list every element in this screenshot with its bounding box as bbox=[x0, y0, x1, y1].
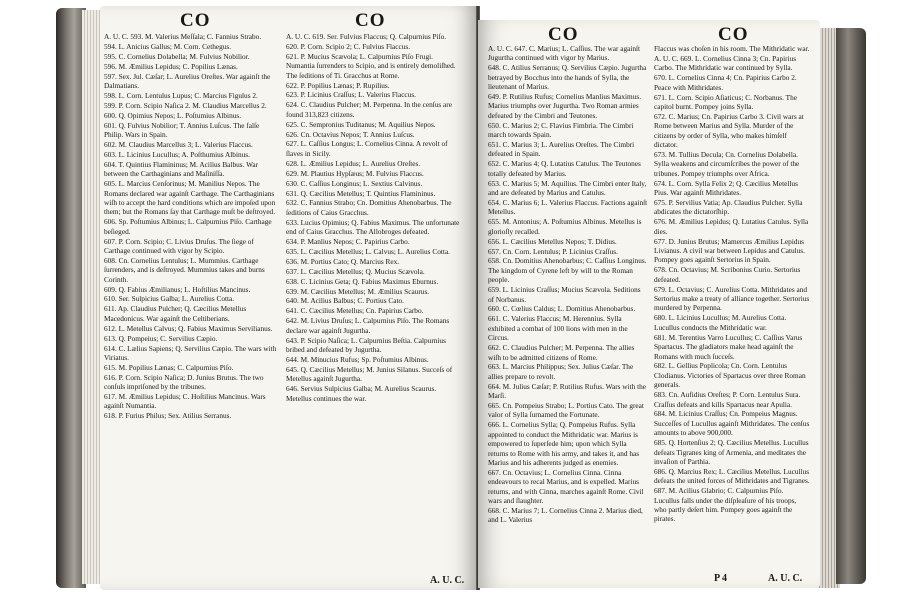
running-head-1: CO bbox=[180, 10, 211, 31]
entry: A. U. C. 619. Ser. Fulvius Flaccus; Q. Calpurnius Piſo. bbox=[286, 32, 447, 41]
entry: 617. M. Æmilius Lepidus; C. Hoſtilius Mancinus. Wars againſt Numantia. bbox=[104, 392, 266, 411]
entry: 664. M. Julius Cæſar; P. Rutilius Rufus. Wars with the Marſi. bbox=[488, 381, 646, 401]
entry: 606. Sp. Poſtumius Albinus; L. Calpurnius Piſo. Carthage beſieged. bbox=[104, 217, 272, 236]
entry: A. U. C. 647. C. Marius; L. Caſſius. The war againſt Jugurtha continued with vigor by Marius. bbox=[488, 44, 641, 63]
book-cover-right bbox=[836, 28, 866, 584]
right-page bbox=[478, 20, 820, 588]
entry: 636. M. Portius Cato; Q. Marcius Rex. bbox=[286, 256, 400, 266]
entry: 674. L. Corn. Sylla Felix 2; Q. Cæcilius Metellus Pius. War againſt Mithridates. bbox=[654, 178, 798, 198]
entry: 652. C. Marius 4; Q. Lutatius Catulus. The Teutones totally defeated by Marius. bbox=[488, 159, 641, 178]
entry: 625. C. Sempronius Tuditanus; M. Aquilius Nepos. bbox=[286, 119, 436, 129]
entry: 682. L. Gellius Poplicola; Cn. Corn. Lentulus Clodianus. Victories of Spartacus over three Roman generals. bbox=[654, 361, 806, 390]
right-page-header bbox=[478, 24, 820, 46]
entry: 611. Ap. Claudius Pulcher; Q. Cæcilius Metellus Macedonicus. War againſt the Celtiberians. bbox=[104, 304, 247, 323]
entry: 634. P. Manlius Nepos; C. Papirius Carbo. bbox=[286, 237, 410, 247]
entry: 678. Cn. Octavius; M. Scribonius Curio. Sertorius defeated. bbox=[654, 265, 801, 284]
entry: 677. D. Junius Brutus; Mamercus Æmilius Lepidus Livianus. A civil war between Lepidus and Catulus. Pompey goes againſt Sertorius in Spain. bbox=[654, 236, 805, 265]
entry: 628. L. Æmilius Lepidus; L. Aurelius Oreſtes. bbox=[286, 158, 421, 168]
catchword-left: A. U. C. bbox=[430, 575, 465, 586]
entry: 597. Sex. Jul. Cæſar; L. Aurelius Oreſtes. War againſt the Dalmatians. bbox=[104, 71, 271, 91]
entry: 643. P. Scipio Naſica; L. Calpurnius Beſtia. Calpurnius bribed and defeated by Jugurtha. bbox=[286, 335, 446, 354]
entry: 638. C. Licinius Geta; Q. Fabius Maximus Eburnus. bbox=[286, 276, 439, 286]
entry: 675. P. Servilius Vatia; Ap. Claudius Pulcher. Sylla abdicates the dictatorſhip. bbox=[654, 198, 803, 217]
entry: 624. C. Claudius Pulcher; M. Perpenna. In the cenſus are found 313,823 citizens. bbox=[286, 100, 452, 119]
entry: 613. Q. Pompeius; C. Servilius Cæpio. bbox=[104, 333, 218, 343]
entry: 596. M. Æmilius Lepidus; C. Popilius Lænas. bbox=[104, 61, 238, 71]
entry: A. U. C. 669. L. Cornelius Cinna 3; Cn. Papirius Carbo. The Mithridatic war continued by Sylla. bbox=[654, 53, 797, 73]
entry: 656. L. Cæcilius Metellus Nepos; T. Didius. bbox=[488, 236, 617, 246]
entry: 644. M. Minucius Rufus; Sp. Poſtumius Albinus. bbox=[286, 354, 429, 364]
running-head-3: CO bbox=[548, 24, 579, 45]
entry: 683. Cn. Aufidius Oreſtes; P. Corn. Lentulus Sura. Craſſus defeats and kills Spartacus near Apulia. bbox=[654, 390, 801, 409]
entry: 661. C. Valerius Flaccus; M. Herennius. Sylla exhibited a combat of 100 lions with men in the Circus. bbox=[488, 314, 628, 343]
entry: 618. P. Furius Philus; Sex. Atilius Serranus. bbox=[104, 411, 232, 421]
entry: 646. Servius Sulpicius Galba; M. Aurelius Scaurus. Metellus continues the war. bbox=[286, 384, 437, 403]
entry: 635. L. Cæcilius Metellus; L. Calvus; L. Aurelius Cotta. bbox=[286, 246, 450, 256]
entry: 622. P. Popilius Lænas; P. Rupilius. bbox=[286, 80, 390, 90]
entry: 659. L. Licinius Craſſus; Mucius Scævola. Seditions of Norbanus. bbox=[488, 285, 641, 304]
entry: 666. L. Cornelius Sylla; Q. Pompeius Rufus. Sylla appointed to conduct the Mithridatic war. Marius is empowered to ſuperſede him; upon which Sylla returns to Rome with his army, and takes it, and has Marius and his adherents judged as enemies. bbox=[488, 420, 640, 467]
entry: 672. C. Marius; Cn. Papirius Carbo 3. Civil wars at Rome between Marius and Sylla. Murder of the citizens by order of Sylla, who makes himſelf dictator. bbox=[654, 111, 804, 150]
entry: 687. M. Acilius Glabrio; C. Calpurnius Piſo. Lucullus falls under the diſpleaſure of his troops, who partly deſert him. Pompey goes againſt the pirates. bbox=[654, 486, 797, 524]
entry: 600. Q. Opimius Nepos; L. Poſtumius Albinus. bbox=[104, 110, 242, 120]
entry: 594. L. Anicius Gallus; M. Corn. Cethegus. bbox=[104, 41, 232, 51]
running-head-2: CO bbox=[355, 10, 386, 31]
entry: 603. L. Licinius Lucullus; A. Poſthumius Albinus. bbox=[104, 149, 250, 159]
entry: 633. Lucius Opimius; Q. Fabius Maximus. The unfortunate end of Caius Gracchus. The Allobroges defeated. bbox=[286, 217, 460, 237]
entry: 598. L. Corn. Lentulus Lupus; C. Marcius Figulus 2. bbox=[104, 90, 258, 100]
entry: 680. L. Licinius Lucullus; M. Aurelius Cotta. Lucullus conducts the Mithridatic war. bbox=[654, 313, 787, 332]
running-head-4: CO bbox=[718, 24, 749, 45]
entry: 610. Ser. Sulpicius Galba; L. Aurelius Cotta. bbox=[104, 294, 235, 304]
entry: 623. P. Licinius Craſſus; L. Valerius Flaccus. bbox=[286, 90, 416, 100]
entry: 645. Q. Cæcilius Metellus; M. Junius Silanus. Succeſs of Metellus againſt Jugurtha. bbox=[286, 364, 453, 384]
entry: 602. M. Claudius Marcellus 3; L. Valerius Flaccus. bbox=[104, 139, 253, 149]
entry: 670. L. Cornelius Cinna 4; Cn. Papirius Carbo 2. Peace with Mithridates. bbox=[654, 73, 797, 92]
entry: 605. L. Marcius Cenſorinus; M. Manilius Nepos. The Romans declared war againſt Carthage. The Carthaginians wiſh to accept the hard conditions which are impoſed upon them; but the Romans ſay that Carthage muſt be deſtroyed. bbox=[104, 179, 276, 217]
entry: 662. C. Claudius Pulcher; M. Perpenna. The allies wiſh to be admitted citizens of Rome. bbox=[488, 343, 635, 362]
entry: 629. M. Plautius Hypſæus; M. Fulvius Flaccus. bbox=[286, 168, 424, 178]
entry: 668. C. Marius 7; L. Cornelius Cinna 2. Marius died, and L. Valerius bbox=[488, 506, 643, 525]
entry: 601. Q. Fulvius Nobilior; T. Annius Luſcus. The falſe Philip. Wars in Spain. bbox=[104, 120, 260, 140]
entry: 684. M. Licinius Craſſus; Cn. Pompeius Magnus. Succeſſes of Lucullus againſt Mithridates. The cenſus amounts to above 900,000. bbox=[654, 409, 810, 438]
entry: 685. Q. Hortenſius 2; Q. Cæcilius Metellus. Lucullus defeats Tigranes king of Armenia, and meditates the invaſion of Parthia. bbox=[654, 438, 809, 466]
entry: 660. C. Cœlius Caldus; L. Domitius Ahenobarbus. bbox=[488, 304, 636, 314]
entry: 651. C. Marius 3; L. Aurelius Oreſtes. The Cimbri defeated in Spain. bbox=[488, 140, 635, 159]
open-book bbox=[40, 2, 870, 594]
entry: 676. M. Æmilius Lepidus; Q. Lutatius Catulus. Sylla dies. bbox=[654, 217, 809, 236]
entry: 667. Cn. Octavius; L. Cornelius Cinna. Cinna endeavours to recal Marius, and is expelled. Marius returns, and with Cinna, marches againſt Rome. Civil wars and ſlaughter. bbox=[488, 467, 644, 506]
entry: 599. P. Corn. Scipio Naſica 2. M. Claudius Marcellus 2. bbox=[104, 100, 267, 110]
entry: 627. L. Caſſius Longus; L. Cornelius Cinna. A revolt of ſlaves in Sicily. bbox=[286, 139, 448, 158]
column-1 bbox=[104, 32, 278, 421]
entry: 665. Cn. Pompeius Strabo; L. Portius Cato. The great valor of Sylla ſurnamed the Fortunate. bbox=[488, 401, 644, 420]
entry: 679. L. Octavius; C. Aurelius Cotta. Mithridates and Sertorius make a treaty of alliance together. Sertorius murdered by Perpenna. bbox=[654, 284, 810, 313]
entry: 608. Cn. Cornelius Lentulus; L. Mummius. Carthage ſurrenders, and is deſtroyed. Mummius takes and burns Corinth. bbox=[104, 255, 265, 284]
entry: 609. Q. Fabius Æmilianus; L. Hoſtilius Mancinus. bbox=[104, 284, 251, 294]
left-page-header bbox=[100, 10, 478, 32]
entry: 614. C. Lælius Sapiens; Q. Servilius Cæpio. The wars with Viriatus. bbox=[104, 343, 277, 362]
signature-mark: P 4 bbox=[714, 573, 728, 584]
entry: 650. C. Marius 2; C. Flavius Fimbria. The Cimbri march towards Spain. bbox=[488, 120, 634, 140]
entry: 595. C. Cornelius Dolabella; M. Fulvius Nobilior. bbox=[104, 51, 250, 61]
entry: 686. Q. Marcius Rex; L. Cæcilius Metellus. Lucullus defeats the united forces of Mithridates and Tigranes. bbox=[654, 466, 810, 486]
left-page bbox=[100, 6, 478, 590]
entry: 681. M. Terentius Varro Lucullus; C. Caſſius Varus Spartacus. The gladiators make head againſt the Romans with much ſucceſs. bbox=[654, 332, 803, 361]
entry: 604. T. Quintius Flamininus; M. Acilius Balbus. War between the Carthaginians and Maſiniſſa. bbox=[104, 159, 259, 179]
entry: 641. C. Cæcilius Metellus; Cn. Papirius Carbo. bbox=[286, 306, 424, 316]
entry: 607. P. Corn. Scipio; C. Livius Druſus. The ſiege of Carthage continued with vigor by Scipio. bbox=[104, 236, 254, 255]
entry: 655. M. Antonius; A. Poſtumius Albinus. Metellus is glorioſly recalled. bbox=[488, 217, 642, 236]
entry: 616. P. Corn. Scipio Naſica; D. Junius Brutus. The two conſuls impriſoned by the tribunes. bbox=[104, 372, 264, 392]
entry: 621. P. Mucius Scævola; L. Calpurnius Piſo Frugi. Numantia ſurrenders to Scipio, and is entirely demoliſhed. The ſeditions of Ti. Gracchus at Rome. bbox=[286, 51, 456, 80]
entry: 615. M. Popilius Lænas; C. Calpurnius Piſo. bbox=[104, 362, 234, 372]
entry: 648. C. Atilius Serranus; Q. Servilius Cæpio. Jugurtha betrayed by Bocchus into the hands of Sylla, the lieutenant of Marius. bbox=[488, 63, 647, 92]
entry: A. U. C. 593. M. Valerius Meſſala; C. Fannius Strabo. bbox=[104, 32, 262, 41]
entry: 630. C. Caſſius Longinus; L. Sextius Calvinus. bbox=[286, 178, 423, 188]
catchword-right: A. U. C. bbox=[768, 573, 803, 584]
column-4 bbox=[654, 44, 810, 524]
entry: 631. Q. Cæcilius Metellus; T. Quintius Flamininus. bbox=[286, 188, 436, 198]
entry: 657. Cn. Corn. Lentulus; P. Licinius Craſſus. bbox=[488, 246, 618, 256]
entry: 649. P. Rutilius Rufus; Cornelius Manlius Maximus. Marius triumphs over Jugurtha. Two Roman armies defeated by the Cimbri and Teutones. bbox=[488, 92, 642, 120]
entry: Flaccus was choſen in his room. The Mithridatic war. bbox=[654, 44, 810, 53]
entry: 642. M. Livius Druſus; L. Calpurnius Piſo. The Romans declare war againſt Jugurtha. bbox=[286, 316, 450, 335]
entry: 671. L. Corn. Scipio Aſiaticus; C. Norbanus. The capitol burnt. Pompey joins Sylla. bbox=[654, 92, 797, 111]
entry: 673. M. Tullius Decula; Cn. Cornelius Dolabella. Sylla weakens and circumſcribes the power of the tribunes. Pompey triumphs over Africa. bbox=[654, 149, 800, 178]
entry: 639. M. Cæcilius Metellus; M. Æmilius Scaurus. bbox=[286, 286, 430, 296]
entry: 663. L. Marcius Philippus; Sex. Julius Cæſar. The allies prepare to revolt. bbox=[488, 362, 634, 381]
entry: 653. C. Marius 5; M. Aquilius. The Cimbri enter Italy, and are defeated by Marius and Catulus. bbox=[488, 178, 647, 198]
entry: 620. P. Corn. Scipio 2; C. Fulvius Flaccus. bbox=[286, 41, 411, 51]
entry: 632. C. Fannius Strabo; Cn. Domitius Ahenobarbus. The ſeditions of Caius Gracchus. bbox=[286, 198, 452, 217]
entry: 658. Cn. Domitius Ahenobarbus; C. Caſſius Longinus. The kingdom of Cyrene left by will to the Roman people. bbox=[488, 256, 647, 285]
entry: 654. C. Marius 6; L. Valerius Flaccus. Factions againſt Metellus. bbox=[488, 198, 648, 217]
entry: 612. L. Metellus Calvus; Q. Fabius Maximus Servilianus. bbox=[104, 323, 273, 333]
column-3 bbox=[488, 44, 648, 525]
entry: 640. M. Acilius Balbus; C. Portius Cato. bbox=[286, 296, 404, 306]
entry: 626. Cn. Octavius Nepos; T. Annius Luſcus. bbox=[286, 129, 415, 139]
column-2 bbox=[286, 32, 462, 403]
entry: 637. L. Cæcilius Metellus; Q. Mucius Scævola. bbox=[286, 266, 425, 276]
